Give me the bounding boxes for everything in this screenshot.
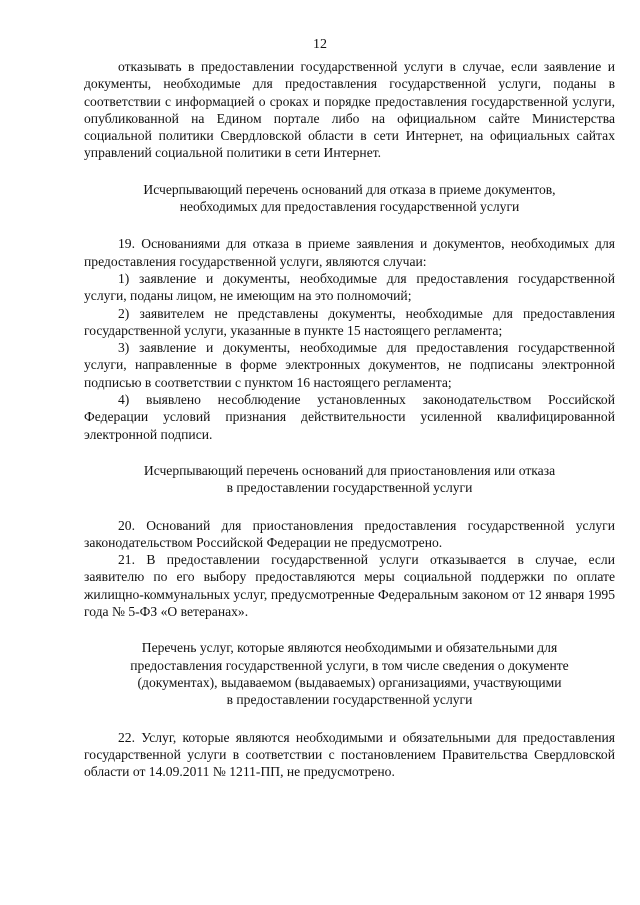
heading-line: в предоставлении государственной услуги [226,692,473,708]
section-heading-suspension-grounds [84,462,615,497]
paragraph-refusal-continuation: отказывать в предоставлении государственной услуги в случае, если заявление и документы, необходимые для предоставления государственной услуги, поданы в соответствии с информацией о сроках и порядке предоставления государственной услуги, опубликованной на Едином портале либо на официальном сайте Министерства социальной политики Свердловской области в сети Интернет, на официальных сайтах управлений социальной политики в сети Интернет. [84,59,615,161]
list-item-3: 3) заявление и документы, необходимые для предоставления государственной услуги, направленные в форме электронных документов, не подписаны электронной подписью в соответствии с пунктом 16 настоящего регламента; [84,340,615,390]
paragraph-22: 22. Услуг, которые являются необходимыми и обязательными для предоставления государственной услуги в соответствии с постановлением Правительства Свердловской области от 14.09.2011 № 1211-ПП, не предусмотрено. [84,729,615,780]
heading-line: Исчерпывающий перечень оснований для отказа в приеме документов, [143,181,556,197]
list-item-1: 1) заявление и документы, необходимые для предоставления государственной услуги, поданы лицом, не имеющим на это полномочий; [84,270,615,304]
paragraph-21: 21. В предоставлении государственной услуги отказывается в случае, если заявителю по его выбору предоставляются меры социальной поддержки по оплате жилищно-коммунальных услуг, предусмотренные Федеральным законом от 12 января 1995 года № 5-ФЗ «О ветеранах». [84,552,615,620]
heading-line: необходимых для предоставления государственной услуги [179,199,520,215]
section-heading-refusal-grounds [84,181,615,216]
heading-line: в предоставлении государственной услуги [226,480,473,496]
heading-line: (документах), выдаваемом (выдаваемых) организациями, участвующими [137,674,562,690]
document-body [84,58,615,780]
list-item-4: 4) выявлено несоблюдение установленных законодательством Российской Федерации условий признания действительности усиленной квалифицированной электронной подписи. [84,392,615,442]
section-heading-required-services [84,639,615,708]
paragraph-20: 20. Оснований для приостановления предоставления государственной услуги законодательством Российской Федерации не предусмотрено. [84,517,615,550]
page-number: 12 [313,37,327,52]
heading-line: Исчерпывающий перечень оснований для приостановления или отказа [143,462,556,478]
list-item-2: 2) заявителем не представлены документы, необходимые для предоставления государственной услуги, указанные в пункте 15 настоящего регламента; [84,305,615,338]
heading-line: предоставления государственной услуги, в том числе сведения о документе [130,657,569,673]
heading-line: Перечень услуг, которые являются необходимыми и обязательными для [141,640,558,656]
paragraph-19: 19. Основаниями для отказа в приеме заявления и документов, необходимых для предоставления государственной услуги, являются случаи: [84,236,615,269]
